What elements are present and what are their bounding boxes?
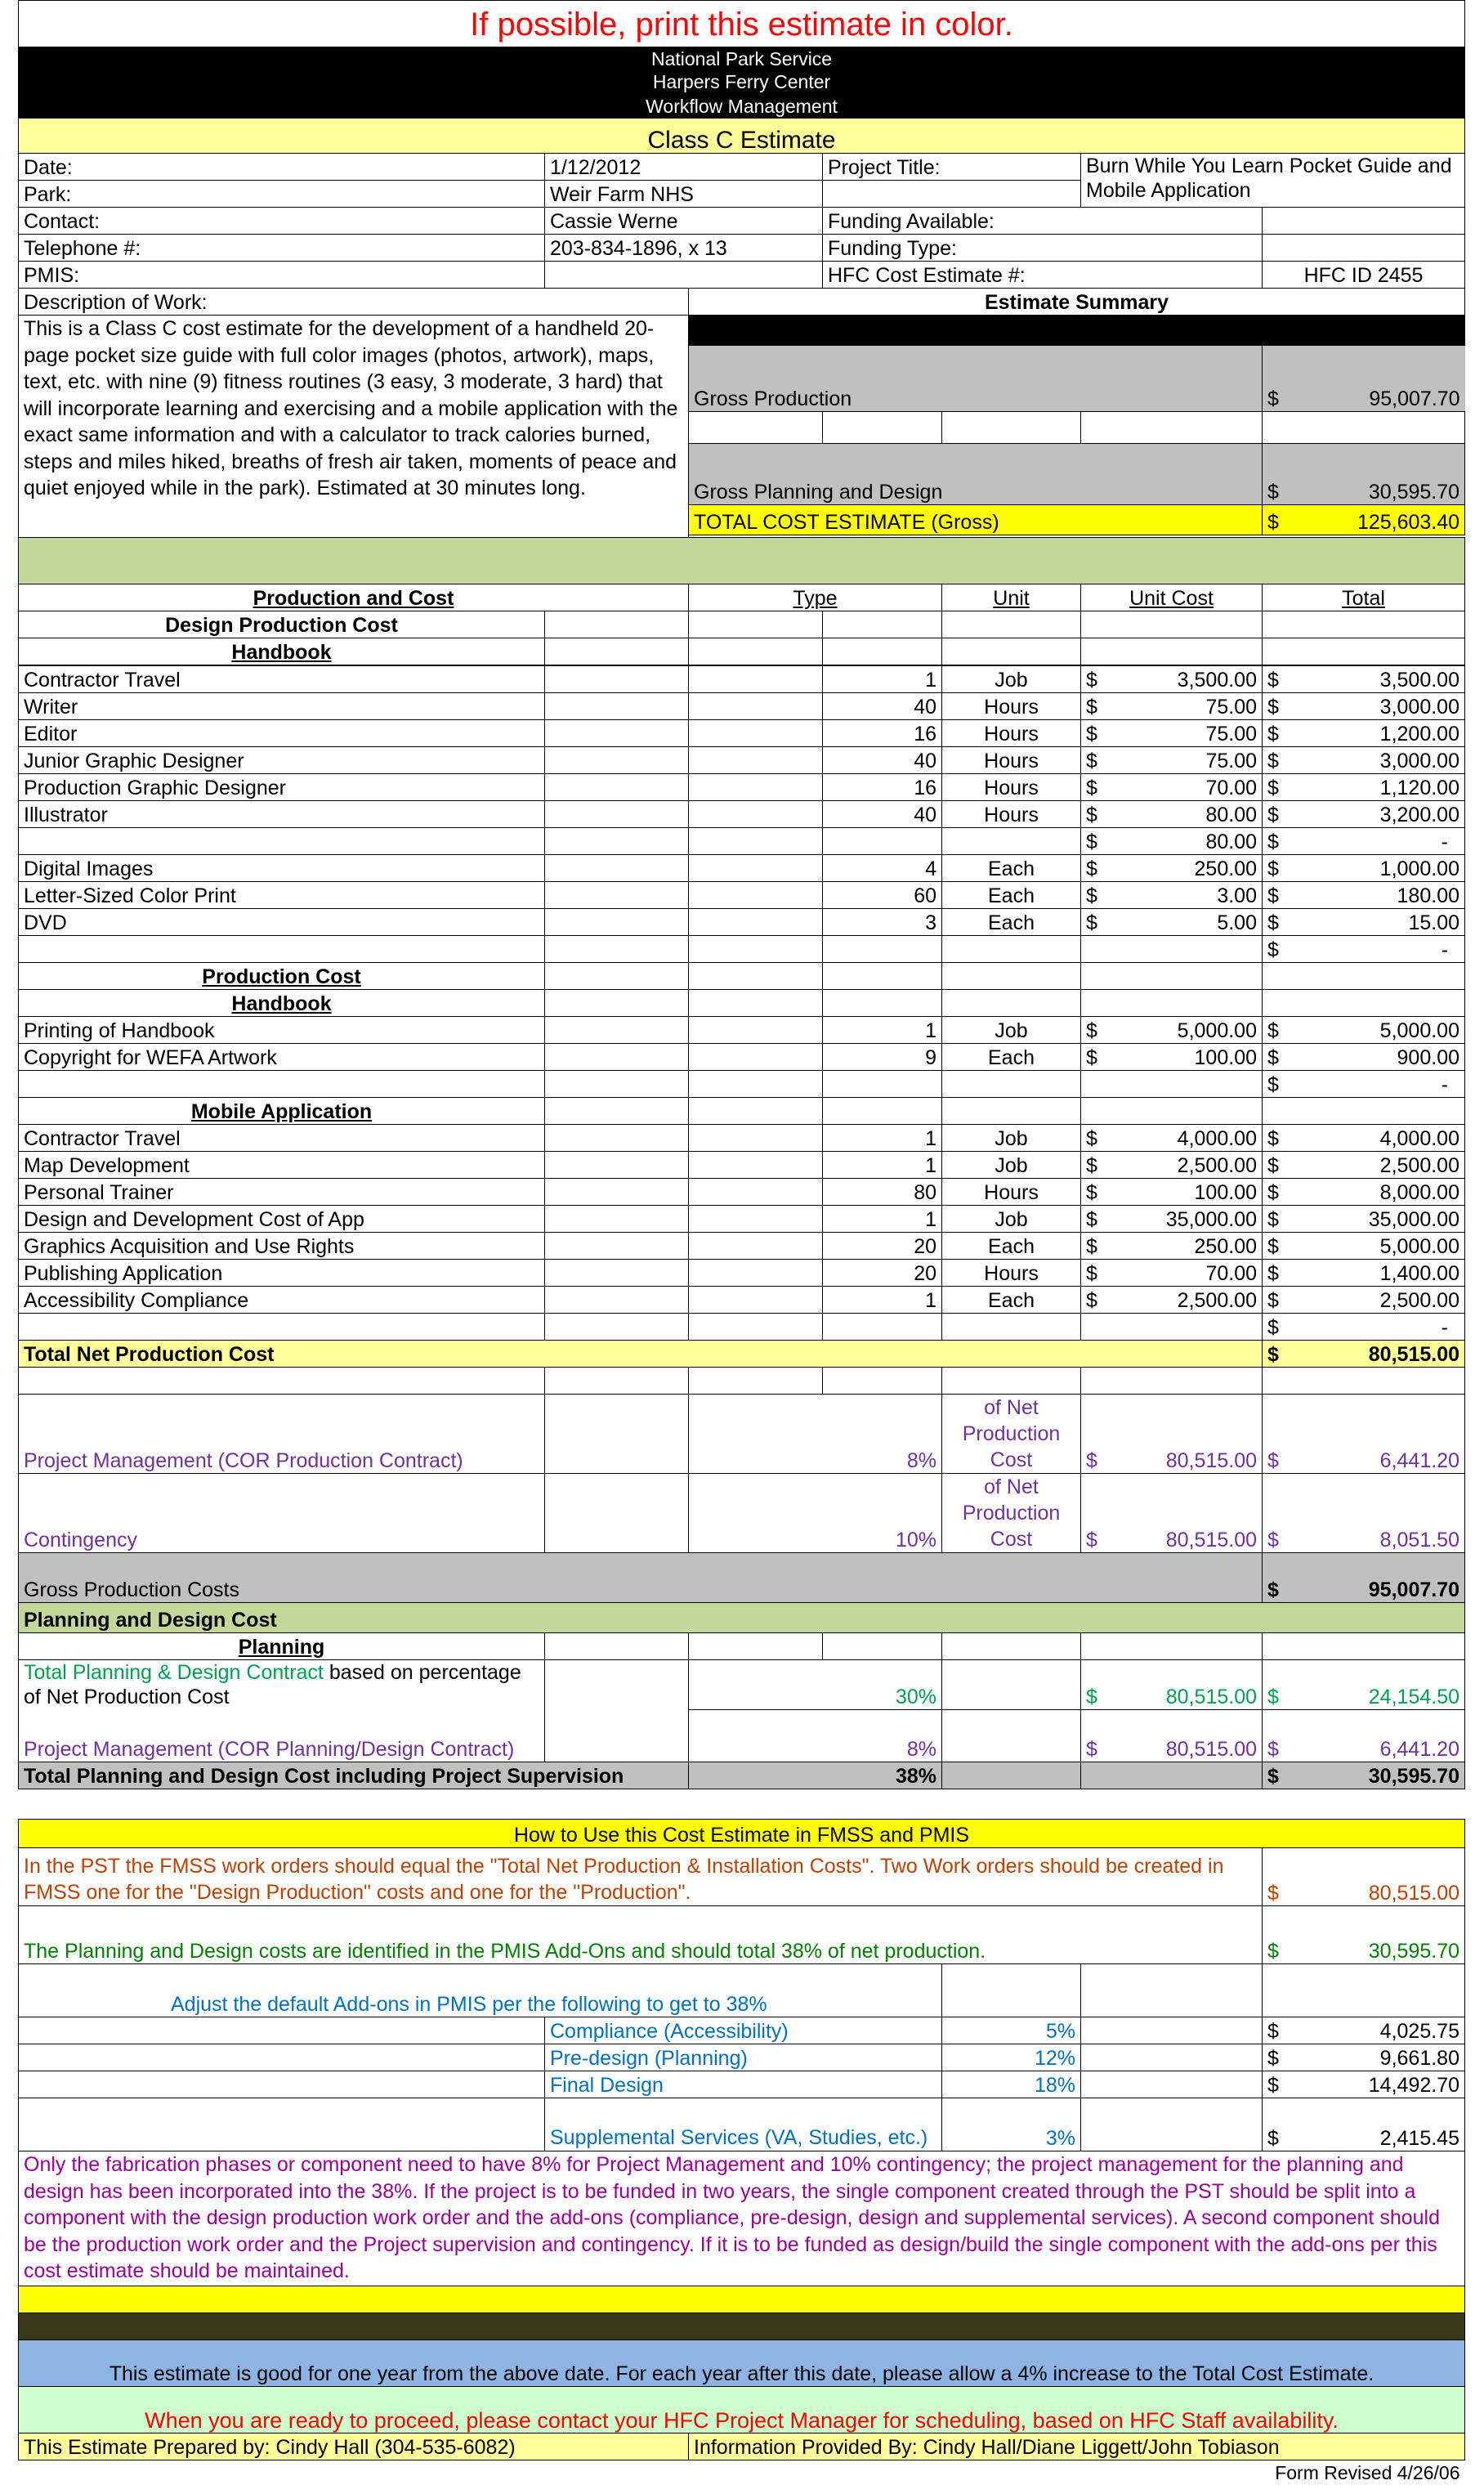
section-planning-design: Planning and Design Cost xyxy=(19,1603,1465,1633)
addon-value: $ 9,661.80 xyxy=(1263,2044,1465,2071)
date-label: Date: xyxy=(19,154,545,181)
item-unit-cost: $ 3.00 xyxy=(1081,882,1263,909)
mobile-item-row xyxy=(19,1179,1465,1206)
item-total: $ - xyxy=(1263,936,1465,963)
item-unit-cost: $ 4,000.00 xyxy=(1081,1125,1263,1152)
item-quantity: 20 xyxy=(823,1260,942,1287)
org-line-2: Harpers Ferry Center xyxy=(19,70,1465,93)
org-line-1: National Park Service xyxy=(19,47,1465,71)
contact-label: Contact: xyxy=(19,208,545,235)
design-item-row xyxy=(19,720,1465,747)
addon-pct: 3% xyxy=(942,2098,1081,2151)
howto-adjust-text: Adjust the default Add-ons in PMIS per the following to get to 38% xyxy=(19,1964,942,2017)
contingency-unit: of Net Production Cost xyxy=(942,1474,1081,1553)
item-name: Contractor Travel xyxy=(19,666,545,693)
pmis-label: PMIS: xyxy=(19,262,545,289)
mobile-item-row xyxy=(19,1152,1465,1179)
item-quantity: 3 xyxy=(823,909,942,936)
pm-production-pct: 8% xyxy=(689,1395,942,1474)
mobile-item-row xyxy=(19,1314,1465,1341)
tpd-pct: 30% xyxy=(689,1660,942,1710)
item-name: Personal Trainer xyxy=(19,1179,545,1206)
item-name: Editor xyxy=(19,720,545,747)
total-cost-value: 125,603.40 xyxy=(1357,510,1459,535)
park-label: Park: xyxy=(19,181,545,208)
addon-value: $ 2,415.45 xyxy=(1263,2098,1465,2151)
item-unit: Job xyxy=(942,1206,1081,1233)
item-name: Copyright for WEFA Artwork xyxy=(19,1044,545,1071)
addon-name: Pre-design (Planning) xyxy=(545,2044,942,2071)
item-name: Graphics Acquisition and Use Rights xyxy=(19,1233,545,1260)
col-header-total: Total xyxy=(1263,584,1465,611)
item-quantity: 9 xyxy=(823,1044,942,1071)
item-quantity xyxy=(823,828,942,855)
pm-production-label: Project Management (COR Production Contract) xyxy=(19,1395,545,1474)
estimate-table xyxy=(18,0,1465,665)
production-item-row xyxy=(19,1017,1465,1044)
section-handbook-2: Handbook xyxy=(19,990,545,1017)
org-line-3: Workflow Management xyxy=(19,93,1465,119)
mobile-item-row xyxy=(19,1287,1465,1314)
item-total: $ 35,000.00 xyxy=(1263,1206,1465,1233)
funding-available-label: Funding Available: xyxy=(823,208,1263,235)
item-quantity: 1 xyxy=(823,1017,942,1044)
howto-pmis-text: The Planning and Design costs are identified in the PMIS Add-Ons and should total 38% of net production. xyxy=(19,1906,1263,1964)
howto-title: How to Use this Cost Estimate in FMSS and PMIS xyxy=(19,1820,1465,1848)
production-item-row xyxy=(19,1071,1465,1098)
item-unit-cost xyxy=(1081,936,1263,963)
mobile-item-row xyxy=(19,1206,1465,1233)
item-total: $ 1,120.00 xyxy=(1263,774,1465,801)
design-item-row xyxy=(19,666,1465,693)
contingency-pct: 10% xyxy=(689,1474,942,1553)
print-color-banner: If possible, print this estimate in color. xyxy=(19,1,1465,47)
item-unit-cost: $ 250.00 xyxy=(1081,855,1263,882)
description-label: Description of Work: xyxy=(19,289,689,316)
item-total: $ - xyxy=(1263,1314,1465,1341)
item-unit-cost: $ 35,000.00 xyxy=(1081,1206,1263,1233)
item-name: Publishing Application xyxy=(19,1260,545,1287)
item-quantity: 20 xyxy=(823,1233,942,1260)
pm-planning-value: $ 6,441.20 xyxy=(1263,1709,1465,1762)
item-unit xyxy=(942,828,1081,855)
hfc-id-value: HFC ID 2455 xyxy=(1263,262,1465,289)
tpd-label: Total Planning & Design Contract based on percentage of Net Production Cost xyxy=(19,1660,545,1710)
design-item-row xyxy=(19,936,1465,963)
addon-pct: 12% xyxy=(942,2044,1081,2071)
item-unit: Job xyxy=(942,1017,1081,1044)
item-unit-cost: $ 2,500.00 xyxy=(1081,1152,1263,1179)
total-cost-currency: $ 125,603.40 xyxy=(1263,505,1465,535)
prepared-by: This Estimate Prepared by: Cindy Hall (304-535-6082) xyxy=(19,2434,689,2460)
design-item-row xyxy=(19,828,1465,855)
date-value: 1/12/2012 xyxy=(545,154,823,181)
proceed-note: When you are ready to proceed, please contact your HFC Project Manager for scheduling, based on HFC Staff availability. xyxy=(19,2387,1465,2434)
addon-value: $ 14,492.70 xyxy=(1263,2071,1465,2098)
item-quantity: 1 xyxy=(823,1206,942,1233)
gross-production-costs-label: Gross Production Costs xyxy=(19,1553,1263,1603)
design-items-table: Contractor Travel 1 Job $ 3,500.00 $ 3,500.00 Writer 40 Hours $ 75.00 $ 3,000.00 Editor 16 Hours $ 75.00 $ 1,200.00 Junior Graphic Designer 40 Hours $ 75.00 $ 3,000.00 Production Graphic Designer 16 Hours $ 70.00 $ 1,120.00 Illustrator 40 Hours $ 80.00 $ 3,200.00 $ 80.00 $ - Digital Images 4 Each $ 250.00 $ 1,000.00 Letter-Sized Color Print 60 Each $ 3.00 $ 180.00 DVD 3 Each $ 5.00 $ 15.00 $ - Production Cost Handbook Printing of Handbook 1 Job $ 5,000.00 $ 5,000.00 Copyright for WEFA Artwork 9 Each $ 100.00 $ 900.00 $ - Mobile Application Contractor Travel 1 Job $ 4,000.00 $ 4,000.00 Map Development 1 Job $ 2,500.00 $ 2,500.00 Personal Trainer 80 Hours $ 100.00 $ 8,000.00 Design and Development Cost of App 1 Job $ 35,000.00 $ 35,000.00 Graphics Acquisition and Use Rights 20 Each $ 250.00 $ 5,000.00 Publishing Application 20 Hours $ 70.00 $ 1,400.00 Accessibility Compliance 1 Each $ 2,500.00 $ 2,500.00 $ - Total Net Production Cost $ 80,515.00 Project Management (COR Production Contract) 8% of Net Production Cost $ 80,515.00 $ 6,441.20 Contingency 10% of Net Production Cost $ 80,515.00 $ 8,051.50 Gross Production Costs $ 95,007.70 Planning and Design Cost Planning Total Planning & Design Contract based on percentage of Net Production Cost 30% $ 80,515.00 $ 24,154.50 Project Management (COR Planning/Design Contract) 8% $ 80,515.00 $ 6,441.20 Total Planning and Design Cost including Project Supervision 38% $ 30,595.70 How to Use this Cost Estimate in FMSS and PMIS In the PST the FMSS work orders should equal the "Total Net Production & Installation Costs". Two Work orders should be created in FMSS one for the "Design Production" costs and one for the "Production". $ 80,515.00 The Planning and Design costs are identified in the PMIS Add-Ons and should total 38% of net production. $ 30,595.70 Adjust the default Add-ons in PMIS per the following to get to 38% Compliance (Accessibility) 5% $ 4,025.75 Pre-design (Planning) 12% $ 9,661.80 Final Design 18% $ 14,492.70 Supplemental Services (VA, Studies, etc.) 3% $ 2,415.45 Only the fabrication phases or component need to have 8% for Project Management and 10% contingency; the project management for the planning and design has been incorporated into the 38%. If the project is to be funded in two years, the single component created through the PST should be split into a component with the design production work order and the add-ons (compliance, pre-design, design and supplemental services). A second component should be the production work order and the Project supervision and contingency. If it is to be funded as design/build the single component with the add-ons per this cost estimate should be maintained. This estimate is good for one year from the above date. For each year after this date, please allow a 4% increase to the Total Cost Estimate. When you are ready to proceed, please contact your HFC Project Manager for scheduling, based on HFC Staff availability. This Estimate Prepared by: Cindy Hall (304-535-6082) Information Provided By: Cindy Hall/Diane Liggett/John Tobiason Form Revised 4/26/06 xyxy=(18,665,1465,2485)
item-unit: Each xyxy=(942,1287,1081,1314)
item-total: $ 1,400.00 xyxy=(1263,1260,1465,1287)
col-header-unit: Unit xyxy=(942,584,1081,611)
item-name: Contractor Travel xyxy=(19,1125,545,1152)
addon-name: Compliance (Accessibility) xyxy=(545,2017,942,2044)
item-quantity xyxy=(823,1314,942,1341)
item-quantity: 4 xyxy=(823,855,942,882)
addon-pct: 18% xyxy=(942,2071,1081,2098)
addon-name: Supplemental Services (VA, Studies, etc.) xyxy=(545,2098,942,2151)
item-unit: Each xyxy=(942,882,1081,909)
mobile-item-row xyxy=(19,1233,1465,1260)
item-unit-cost xyxy=(1081,1314,1263,1341)
item-total: $ 900.00 xyxy=(1263,1044,1465,1071)
item-unit-cost: $ 75.00 xyxy=(1081,720,1263,747)
item-unit-cost: $ 2,500.00 xyxy=(1081,1287,1263,1314)
item-total: $ 1,000.00 xyxy=(1263,855,1465,882)
park-value: Weir Farm NHS xyxy=(545,181,823,208)
addon-row xyxy=(19,2098,1465,2151)
gross-planning-currency: $ 30,595.70 xyxy=(1263,444,1465,505)
page-title: Class C Estimate xyxy=(19,119,1465,154)
item-quantity: 40 xyxy=(823,693,942,720)
item-name: Accessibility Compliance xyxy=(19,1287,545,1314)
form-revised: Form Revised 4/26/06 xyxy=(19,2460,1465,2485)
col-header-type: Type xyxy=(689,584,942,611)
item-name: Production Graphic Designer xyxy=(19,774,545,801)
gross-production-value: 95,007.70 xyxy=(1369,387,1459,411)
estimate-summary-label: Estimate Summary xyxy=(689,289,1465,316)
item-unit-cost: $ 5.00 xyxy=(1081,909,1263,936)
item-name: Junior Graphic Designer xyxy=(19,747,545,774)
item-total: $ 4,000.00 xyxy=(1263,1125,1465,1152)
pm-planning-label: Project Management (COR Planning/Design Contract) xyxy=(19,1709,545,1762)
item-unit: Hours xyxy=(942,720,1081,747)
item-quantity xyxy=(823,1071,942,1098)
addon-pct: 5% xyxy=(942,2017,1081,2044)
item-unit-cost: $ 75.00 xyxy=(1081,747,1263,774)
item-quantity: 16 xyxy=(823,774,942,801)
addon-name: Final Design xyxy=(545,2071,942,2098)
item-name xyxy=(19,1071,545,1098)
item-quantity: 16 xyxy=(823,720,942,747)
item-unit: Job xyxy=(942,666,1081,693)
item-name: Letter-Sized Color Print xyxy=(19,882,545,909)
design-item-row xyxy=(19,882,1465,909)
contingency-value: $ 8,051.50 xyxy=(1263,1474,1465,1553)
item-unit: Hours xyxy=(942,774,1081,801)
item-unit-cost: $ 80.00 xyxy=(1081,801,1263,828)
item-total: $ - xyxy=(1263,828,1465,855)
item-total: $ 3,000.00 xyxy=(1263,747,1465,774)
item-unit: Hours xyxy=(942,693,1081,720)
section-planning: Planning xyxy=(19,1633,545,1660)
item-quantity: 1 xyxy=(823,1287,942,1314)
item-quantity: 40 xyxy=(823,801,942,828)
item-total: $ 8,000.00 xyxy=(1263,1179,1465,1206)
gross-production-label: Gross Production xyxy=(689,346,1263,412)
item-name: Design and Development Cost of App xyxy=(19,1206,545,1233)
total-planning-label: Total Planning and Design Cost including Project Supervision xyxy=(19,1762,689,1789)
howto-fmss-value: $ 80,515.00 xyxy=(1263,1848,1465,1906)
item-unit: Hours xyxy=(942,801,1081,828)
validity-note: This estimate is good for one year from the above date. For each year after this date, please allow a 4% increase to the Total Cost Estimate. xyxy=(19,2340,1465,2387)
item-unit-cost: $ 70.00 xyxy=(1081,1260,1263,1287)
howto-note: Only the fabrication phases or component need to have 8% for Project Management and 10% contingency; the project management for the planning and design has been incorporated into the 38%. If the project is to be funded in two years, the single component created through the PST should be split into a component with the design production work order and the add-ons (compliance, pre-design, design and supplemental services). A second component should be the production work order and the Project supervision and contingency. If it is to be funded as design/build the single component with the add-ons per this cost estimate should be maintained. xyxy=(19,2151,1465,2286)
estimate-sheet xyxy=(18,0,1464,2485)
item-total: $ 3,500.00 xyxy=(1263,666,1465,693)
item-unit xyxy=(942,1314,1081,1341)
item-unit-cost xyxy=(1081,1071,1263,1098)
item-quantity: 60 xyxy=(823,882,942,909)
addon-row xyxy=(19,2017,1465,2044)
total-cost-label: TOTAL COST ESTIMATE (Gross) xyxy=(689,505,1263,535)
item-name: Printing of Handbook xyxy=(19,1017,545,1044)
item-quantity: 1 xyxy=(823,1152,942,1179)
pm-production-unit: of Net Production Cost xyxy=(942,1395,1081,1474)
mobile-item-row xyxy=(19,1125,1465,1152)
item-quantity: 1 xyxy=(823,1125,942,1152)
item-unit-cost: $ 80.00 xyxy=(1081,828,1263,855)
section-mobile-application: Mobile Application xyxy=(19,1098,545,1125)
item-unit-cost: $ 70.00 xyxy=(1081,774,1263,801)
information-provided-by: Information Provided By: Cindy Hall/Diane Liggett/John Tobiason xyxy=(689,2434,1465,2460)
item-unit: Hours xyxy=(942,1179,1081,1206)
item-quantity: 1 xyxy=(823,666,942,693)
item-unit: Job xyxy=(942,1125,1081,1152)
item-total: $ 3,000.00 xyxy=(1263,693,1465,720)
tpd-value: $ 24,154.50 xyxy=(1263,1660,1465,1710)
item-total: $ 5,000.00 xyxy=(1263,1233,1465,1260)
contact-value: Cassie Werne xyxy=(545,208,823,235)
item-unit xyxy=(942,1071,1081,1098)
contingency-label: Contingency xyxy=(19,1474,545,1553)
pm-production-value: $ 6,441.20 xyxy=(1263,1395,1465,1474)
total-net-production-label: Total Net Production Cost xyxy=(19,1341,1263,1368)
telephone-label: Telephone #: xyxy=(19,235,545,262)
gross-planning-value: 30,595.70 xyxy=(1369,480,1459,504)
item-unit xyxy=(942,936,1081,963)
item-name: Digital Images xyxy=(19,855,545,882)
item-quantity: 40 xyxy=(823,747,942,774)
item-unit-cost: $ 3,500.00 xyxy=(1081,666,1263,693)
item-quantity: 80 xyxy=(823,1179,942,1206)
item-unit-cost: $ 100.00 xyxy=(1081,1044,1263,1071)
project-title-label: Project Title: xyxy=(823,154,1081,181)
item-name: Map Development xyxy=(19,1152,545,1179)
item-unit: Each xyxy=(942,855,1081,882)
item-name xyxy=(19,828,545,855)
section-handbook: Handbook xyxy=(19,638,545,665)
col-header-unit-cost: Unit Cost xyxy=(1081,584,1263,611)
item-total: $ 3,200.00 xyxy=(1263,801,1465,828)
design-item-row xyxy=(19,855,1465,882)
gross-production-costs-value: $ 95,007.70 xyxy=(1263,1553,1465,1603)
design-item-row xyxy=(19,774,1465,801)
design-item-row xyxy=(19,909,1465,936)
item-total: $ 2,500.00 xyxy=(1263,1287,1465,1314)
item-unit-cost: $ 100.00 xyxy=(1081,1179,1263,1206)
item-name: DVD xyxy=(19,909,545,936)
item-total: $ - xyxy=(1263,1071,1465,1098)
addon-value: $ 4,025.75 xyxy=(1263,2017,1465,2044)
addon-row xyxy=(19,2071,1465,2098)
design-item-row xyxy=(19,801,1465,828)
funding-type-label: Funding Type: xyxy=(823,235,1263,262)
item-unit-cost: $ 5,000.00 xyxy=(1081,1017,1263,1044)
item-quantity xyxy=(823,936,942,963)
item-unit: Each xyxy=(942,1233,1081,1260)
howto-pmis-value: $ 30,595.70 xyxy=(1263,1906,1465,1964)
description-text: This is a Class C cost estimate for the development of a handheld 20-page pocket size guide with full color images (photos, artwork), maps, text, etc. with nine (9) fitness routines (3 easy, 3 moderate, 3 hard) that will incorporate learning and exercising and a mobile application with the exact same information and with a calculator to track calories burned, steps and miles hiked, breaths of fresh air taken, moments of peace and quiet enjoyed while in the park). Estimated at 30 minutes long. xyxy=(19,316,689,538)
production-item-row xyxy=(19,1044,1465,1071)
total-net-production-value: $ 80,515.00 xyxy=(1263,1341,1465,1368)
item-total: $ 15.00 xyxy=(1263,909,1465,936)
design-item-row xyxy=(19,747,1465,774)
telephone-value: 203-834-1896, x 13 xyxy=(545,235,823,262)
total-planning-value: $ 30,595.70 xyxy=(1263,1762,1465,1789)
item-unit-cost: $ 250.00 xyxy=(1081,1233,1263,1260)
col-header-production: Production and Cost xyxy=(19,584,689,611)
item-unit: Hours xyxy=(942,747,1081,774)
item-total: $ 2,500.00 xyxy=(1263,1152,1465,1179)
item-name: Writer xyxy=(19,693,545,720)
item-total: $ 5,000.00 xyxy=(1263,1017,1465,1044)
pm-planning-pct: 8% xyxy=(689,1709,942,1762)
item-name: Illustrator xyxy=(19,801,545,828)
section-design-production: Design Production Cost xyxy=(19,611,545,638)
hfc-cost-label: HFC Cost Estimate #: xyxy=(823,262,1263,289)
item-total: $ 180.00 xyxy=(1263,882,1465,909)
item-total: $ 1,200.00 xyxy=(1263,720,1465,747)
project-title-value: Burn While You Learn Pocket Guide and Mobile Application xyxy=(1081,154,1465,208)
addon-row xyxy=(19,2044,1465,2071)
item-unit-cost: $ 75.00 xyxy=(1081,693,1263,720)
item-unit: Each xyxy=(942,909,1081,936)
item-unit: Job xyxy=(942,1152,1081,1179)
item-unit: Each xyxy=(942,1044,1081,1071)
item-name xyxy=(19,936,545,963)
total-planning-pct: 38% xyxy=(689,1762,942,1789)
section-production-cost: Production Cost xyxy=(19,963,545,990)
gross-production-currency: $ 95,007.70 xyxy=(1263,346,1465,412)
howto-fmss-text: In the PST the FMSS work orders should equal the "Total Net Production & Installation Costs". Two Work orders should be created in FMSS one for the "Design Production" costs and one for the "Production". xyxy=(19,1848,1263,1906)
item-unit: Hours xyxy=(942,1260,1081,1287)
item-name xyxy=(19,1314,545,1341)
mobile-item-row xyxy=(19,1260,1465,1287)
gross-planning-label: Gross Planning and Design xyxy=(689,444,1263,505)
design-item-row xyxy=(19,693,1465,720)
